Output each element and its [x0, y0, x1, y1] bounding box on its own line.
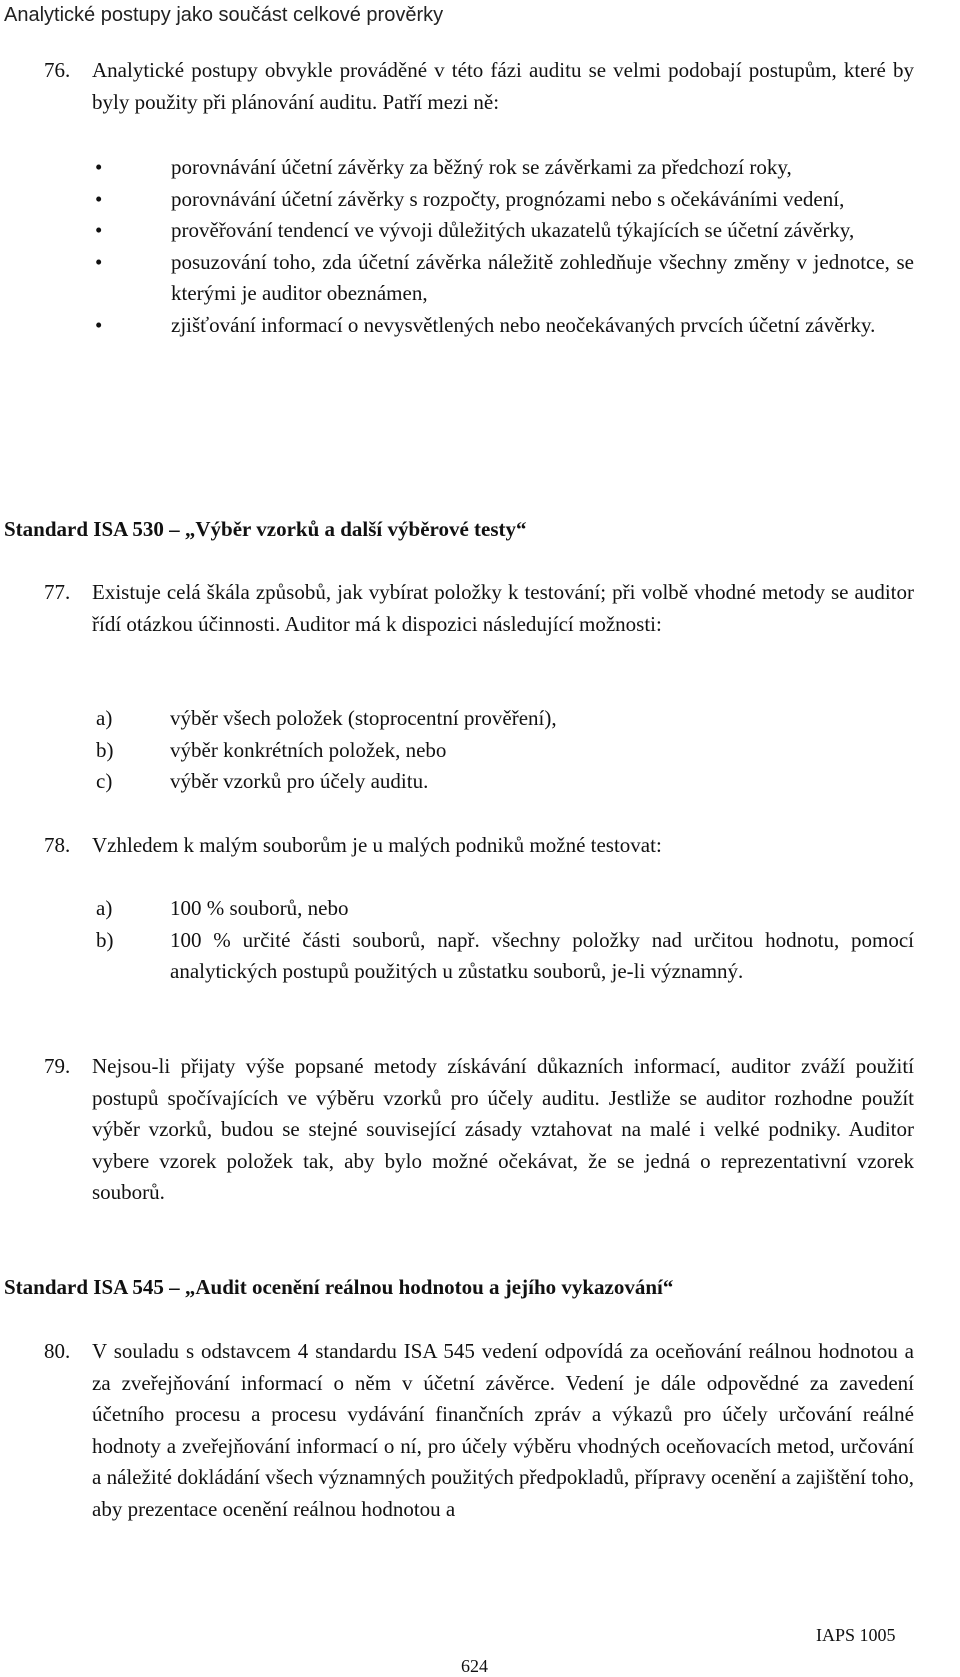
list-item: • posuzování toho, zda účetní závěrka náležitě zohledňuje všechny změny v jednotce, se kterými je auditor obeznámen, — [95, 247, 914, 310]
item-text: 100 % určité části souborů, např. všechny položky nad určitou hodnotu, pomocí analytických postupů použitých u zůstatku souborů, je-li významný. — [170, 927, 914, 983]
footer-page-number: 624 — [461, 1656, 488, 1676]
bullet-icon: • — [95, 218, 103, 242]
item-label: a) — [96, 896, 113, 920]
item-label: a) — [96, 706, 113, 730]
item-text: výběr všech položek (stoprocentní prověření), — [170, 706, 557, 730]
item-text: 100 % souborů, nebo — [170, 896, 349, 920]
bullet-icon: • — [95, 155, 103, 179]
page-heading: Analytické postupy jako součást celkové prověrky — [4, 4, 444, 26]
item-text: výběr vzorků pro účely auditu. — [170, 769, 429, 793]
list-item — [96, 925, 914, 988]
item-label: b) — [96, 927, 114, 952]
paragraph-text: Analytické postupy obvykle prováděné v této fázi auditu se velmi podobají postupům, které by byly použity při plánování auditu. Patří mezi ně: — [92, 58, 914, 114]
item-label: b) — [96, 737, 114, 762]
list-item — [96, 766, 914, 798]
paragraph-number: 76. — [44, 58, 71, 82]
bullet-icon: • — [95, 249, 103, 274]
bullet-icon: • — [95, 312, 103, 337]
bullet-list — [95, 152, 914, 341]
item-text: výběr konkrétních položek, nebo — [170, 737, 447, 762]
paragraph-79 — [44, 1051, 914, 1209]
list-item — [96, 703, 914, 735]
list-item — [96, 735, 914, 767]
paragraph-text: Vzhledem k malým souborům je u malých podniků možné testovat: — [92, 833, 662, 857]
paragraph-text: Existuje celá škála způsobů, jak vybírat položky k testování; při volbě vhodné metody se auditor řídí otázkou účinnosti. Auditor má k dispozici následující možnosti: — [92, 580, 914, 636]
list-item: • prověřování tendencí ve vývoji důležitých ukazatelů týkajících se účetní závěrky, — [95, 215, 914, 247]
paragraph-76 — [44, 55, 914, 118]
lettered-list — [96, 703, 914, 798]
paragraph-text: Nejsou-li přijaty výše popsané metody získávání důkazních informací, auditor zváží použití postupů spočívajících ve výběru vzorků pro účely auditu. Jestliže se auditor rozhodne použít výběr vzorků, budou se stejné související zásady vztahovat na malé i velké podniky. Auditor vybere vzorek položek tak, aby bylo možné očekávat, že se jedná o reprezentativní vzorek souborů. — [92, 1054, 914, 1204]
lettered-list — [96, 893, 914, 988]
section-heading-isa545: Standard ISA 545 – „Audit ocenění reálnou hodnotou a jejího vykazování“ — [4, 1275, 674, 1299]
footer-standard-code: IAPS 1005 — [816, 1625, 896, 1645]
item-label: c) — [96, 769, 113, 793]
list-item: • zjišťování informací o nevysvětlených nebo neočekávaných prvcích účetní závěrky. — [95, 310, 914, 342]
list-item: • porovnávání účetní závěrky s rozpočty, prognózami nebo s očekáváními vedení, — [95, 184, 914, 216]
paragraph-77 — [44, 577, 914, 640]
paragraph-number: 77. — [44, 580, 71, 604]
section-heading-isa530: Standard ISA 530 – „Výběr vzorků a další výběrové testy“ — [4, 517, 527, 541]
paragraph-number: 79. — [44, 1054, 71, 1078]
bullet-icon: • — [95, 186, 103, 211]
paragraph-number: 78. — [44, 833, 71, 857]
paragraph-text: V souladu s odstavcem 4 standardu ISA 545 vedení odpovídá za oceňování reálnou hodnotou a za zveřejňování informací o něm v účetní závěrce. Vedení je dále odpovědné za zavedení účetního procesu a procesu vydávání finančních zpráv a výkazů pro účely určování reálné hodnoty a zveřejňování informací o ní, pro účely výběru vhodných oceňovacích metod, určování a náležité dokládání všech významných použitých předpokladů, přípravy ocenění a zajištění toho, aby prezentace ocenění reálnou hodnotou a — [92, 1339, 914, 1521]
paragraph-78 — [44, 830, 914, 862]
list-item — [96, 893, 914, 925]
paragraph-number: 80. — [44, 1339, 71, 1363]
paragraph-80 — [44, 1336, 914, 1525]
list-item: • porovnávání účetní závěrky za běžný rok se závěrkami za předchozí roky, — [95, 152, 914, 184]
